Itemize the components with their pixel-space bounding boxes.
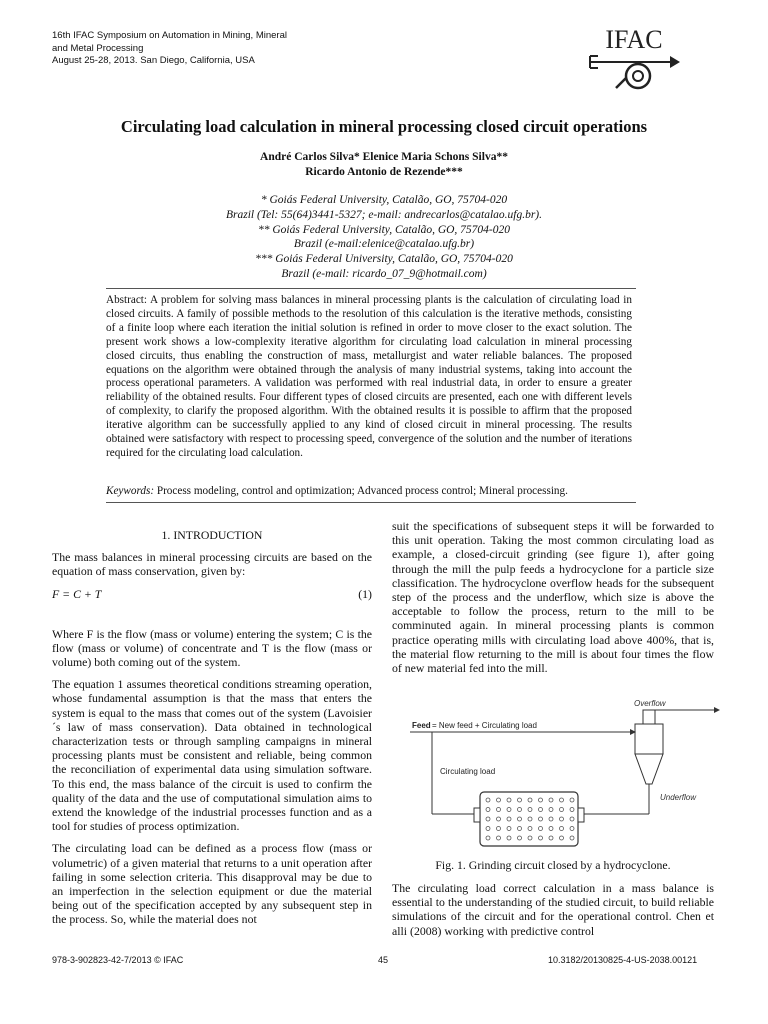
mill-ball (528, 808, 532, 812)
authors (0, 150, 768, 180)
mill-ball (539, 817, 543, 821)
equation-1 (52, 587, 372, 605)
affiliation-line: Brazil (e-mail:elenice@catalao.ufg.br) (293, 238, 475, 251)
authors-line-1: André Carlos Silva* Elenice Maria Schons Silva** (260, 151, 508, 163)
mill-ball (528, 836, 532, 840)
mill-ball (497, 827, 501, 831)
figure-grinding-circuit (402, 692, 722, 852)
mill-ball (560, 798, 564, 802)
mill-ball (518, 817, 522, 821)
conference-line-2: and Metal Processing (52, 42, 144, 54)
mill-ball (528, 798, 532, 802)
mill-ball (486, 798, 490, 802)
mill-ball (539, 798, 543, 802)
mill-ball (497, 817, 501, 821)
mill-ball (570, 836, 574, 840)
conference-line-3: August 25-28, 2013. San Diego, California, USA (52, 55, 255, 66)
mill-ball (507, 808, 511, 812)
conference-info (52, 30, 287, 68)
affiliations (0, 193, 768, 282)
mill-ball (560, 808, 564, 812)
mill-ball (539, 827, 543, 831)
intro-paragraph-4: The circulating load can be defined as a process flow (mass or volumetric) of a given material that returns to a unit operation after failing in some selection criteria. This disapproval may be due to an imperfection in the selection equipment or due the material being out of the specification accepted by any subsequent step in the process. So, while the material does not (52, 841, 372, 927)
mill-ball (486, 836, 490, 840)
mill-ball (518, 808, 522, 812)
conference-line-1: 16th IFAC Symposium on Automation in Mining, Mineral (52, 30, 287, 41)
mill-ball (518, 827, 522, 831)
feed-label: Feed (412, 721, 431, 730)
mill-ball (518, 798, 522, 802)
mill-ball (497, 836, 501, 840)
mill-ball (570, 798, 574, 802)
underflow-label: Underflow (660, 793, 697, 802)
mill-ball (560, 817, 564, 821)
hydrocyclone-body (635, 724, 663, 754)
hydrocyclone-cone (635, 754, 663, 784)
mill-ball (539, 836, 543, 840)
mill-ball (486, 808, 490, 812)
mill-ball (549, 817, 553, 821)
circulating-load-label: Circulating load (440, 767, 496, 776)
mill-ball (560, 836, 564, 840)
mill-ball (486, 827, 490, 831)
footer-isbn: 978-3-902823-42-7/2013 © IFAC (52, 955, 184, 965)
affiliation-line: Brazil (e-mail: ricardo_07_9@hotmail.com) (281, 267, 487, 280)
section-heading-introduction: 1. INTRODUCTION (161, 528, 263, 542)
abstract-top-rule (106, 288, 636, 289)
mill-ball (549, 827, 553, 831)
affiliation-line: Brazil (Tel: 55(64)3441-5327; e-mail: andrecarlos@catalao.ufg.br). (225, 208, 543, 221)
mill-ball (528, 817, 532, 821)
mill-ball (549, 836, 553, 840)
mill-ball (549, 808, 553, 812)
feed-formula: = New feed + Circulating load (432, 721, 537, 730)
mill-ball (518, 836, 522, 840)
mill-ball (507, 817, 511, 821)
footer-doi: 10.3182/20130825-4-US-2038.00121 (548, 955, 698, 965)
right-column-bottom (392, 881, 714, 946)
keywords (106, 485, 666, 497)
affiliation-line: * Goiás Federal University, Catalão, GO, 75704-020 (260, 194, 508, 206)
mill-ball (549, 798, 553, 802)
mill-ball (507, 836, 511, 840)
hydrocyclone-vortex (643, 710, 655, 724)
equation-text: F = C + T (52, 586, 102, 601)
mill-ball (570, 817, 574, 821)
mill-ball (497, 798, 501, 802)
overflow-label: Overflow (634, 699, 666, 708)
footer-page-number: 45 (378, 955, 389, 965)
mill-ball (528, 827, 532, 831)
right-column-top (392, 519, 714, 683)
right-paragraph-2: The circulating load correct calculation in a mass balance is essential to the understanding of the studied circuit, to build reliable simulations of the circuit and for the operational control. Chen et alli (2008) working with predictive control (392, 881, 714, 938)
keywords-text: Process modeling, control and optimization; Advanced process control; Mineral processing. (154, 485, 568, 497)
abstract: Abstract: A problem for solving mass balances in mineral processing plants is the calculation of circulating load in closed circuits. A family of possible methods to the resolution of this calculation is the iterative methods, consisting of a finite loop where each iteration the initial solution is refined in order to move closer to the exact solution. The present work shows a low-complexity iterative algorithm for circulating load calculation in mineral processing closed circuits, thus enabling the construction of mass, metallurgist and water reliable balances. The proposed equations on the algorithm were obtained through the analysis of many industrial systems, taking into account the process operational parameters. A validation was performed with real industrial data, in order to ensure a greater reliability of the obtained results. Four different types of closed circuits are presented, each one with different levels of complexity, to clarify the proposed algorithm. With the obtained results it is possible to affirm that the proposed iterative algorithm can be successfully applied to any kind of closed circuit in mineral processing. The results obtained were satisfactory with respect to processing speed, convergence of the solution and the number of iterations required for the circulating load calculation. (106, 294, 632, 459)
equation-number: (1) (358, 586, 372, 601)
mill-ball (539, 808, 543, 812)
affiliation-line: ** Goiás Federal University, Catalão, GO, 75704-020 (257, 223, 511, 236)
ifac-logo (586, 22, 682, 102)
figure-caption: Fig. 1. Grinding circuit closed by a hydrocyclone. (435, 858, 671, 872)
left-column (52, 528, 372, 935)
mill-ball (560, 827, 564, 831)
mill-ball (507, 827, 511, 831)
authors-line-2: Ricardo Antonio de Rezende*** (305, 166, 463, 178)
mill-ball (507, 798, 511, 802)
mill-ball (486, 817, 490, 821)
affiliation-line: *** Goiás Federal University, Catalão, GO, 75704-020 (255, 253, 513, 266)
abstract-bottom-rule (106, 502, 636, 503)
keywords-label: Keywords: (106, 485, 155, 497)
mill-ball (570, 827, 574, 831)
intro-paragraph-1: The mass balances in mineral processing circuits are based on the equation of mass conservation, given by: (52, 550, 372, 579)
intro-paragraph-3: The equation 1 assumes theoretical conditions streaming operation, whose fundamental assumption is that the mass that enters the system is equal to the mass that comes out of the system (Lavoisier´s law of mass conservation). Data obtained in technological characterization tests or through sampling campaigns in mineral processing plants must be consistent and reliable, being common the reconciliation of experimental data using simulation software. To this end, the mass balance of the circuit is used to confirm the quality of the data and the use of computational simulation aims to extend the knowledge of the industrial processes function and as a tool for studies of process optimization. (52, 677, 372, 834)
paper-title: Circulating load calculation in mineral processing closed circuit operations (120, 117, 648, 136)
intro-paragraph-2: Where F is the flow (mass or volume) entering the system; C is the flow (mass or volume) of concentrate and T is the flow (mass or volume) both coming out of the system. (52, 626, 372, 670)
ifac-logo-text: IFAC (605, 25, 663, 54)
right-paragraph-1: suit the specifications of subsequent steps it will be forwarded to this unit operation. Taking the most common circulating load as example, a closed-circuit grinding (see figure 1), after going through the mill the pulp feeds a hydrocyclone for a particle size classification. The hydrocyclone overflow heads for the subsequent step of the process and the underflow, which size is above the acceptable to follow the process, return to the mill to be comminuted again. In mineral processing plants is common practice operating mills with circulating load above 400%, that is, the material flow returning to the mill is about four times the flow of new material fed into the mill. (392, 519, 714, 676)
mill-ball (570, 808, 574, 812)
mill-ball (497, 808, 501, 812)
